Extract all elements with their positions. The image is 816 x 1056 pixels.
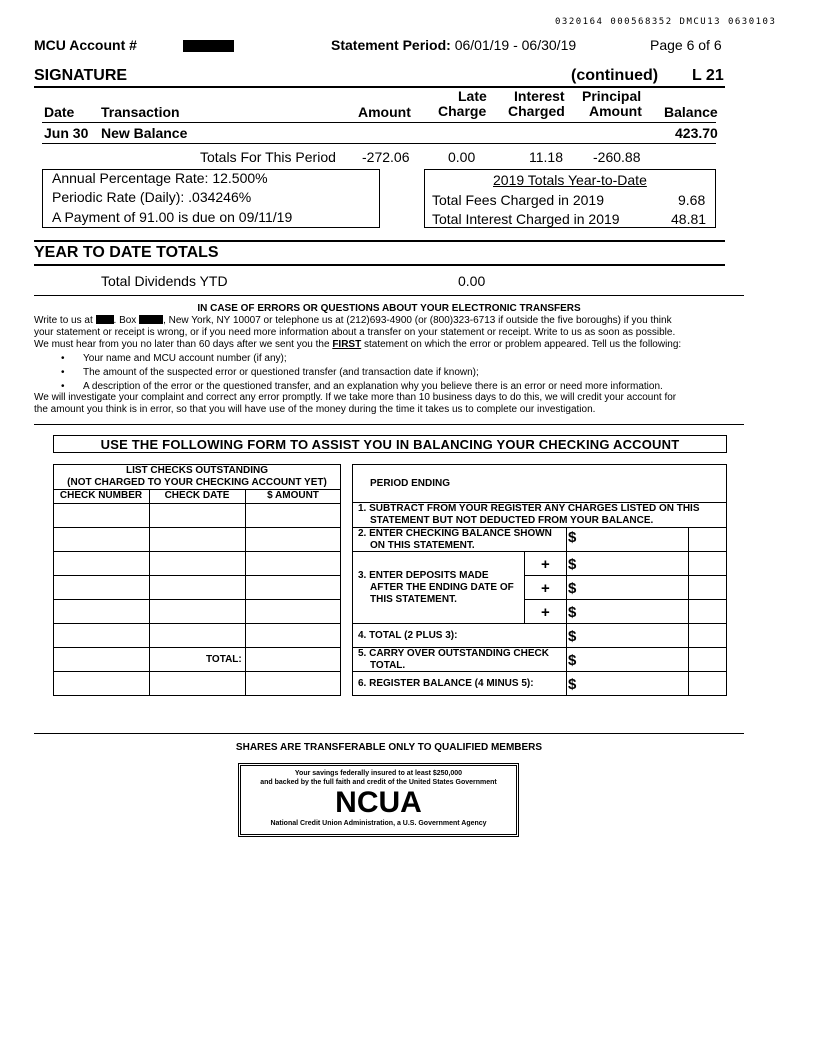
- col-check-amount: $ AMOUNT: [267, 490, 319, 501]
- redacted-box-number: [139, 315, 163, 324]
- col-principal-line1: Principal: [582, 88, 642, 104]
- step1-line1: 1. SUBTRACT FROM YOUR REGISTER ANY CHARGES LISTED ON THIS: [358, 503, 700, 514]
- errors-title: IN CASE OF ERRORS OR QUESTIONS ABOUT YOUR ELECTRONIC TRANSFERS: [197, 303, 581, 314]
- errors-line-4: We will investigate your complaint and correct any error promptly. If we take more than 10 business days to do this, we will credit your account for: [34, 392, 677, 403]
- plus-sign: +: [541, 580, 550, 597]
- errors-write-post: , New York, NY 10007 or telephone us at (212)693-4900 (or (800)323-6713 if outside the five boroughs) if you think: [163, 315, 672, 326]
- totals-interest: 11.18: [529, 149, 563, 165]
- col-amount: Amount: [358, 104, 411, 120]
- col-date: Date: [44, 104, 75, 120]
- row-rule: [42, 143, 716, 144]
- step2-line1: 2. ENTER CHECKING BALANCE SHOWN: [358, 528, 552, 539]
- checks-row-rule: [53, 527, 341, 528]
- footer-rule: [34, 733, 744, 734]
- row-date: Jun 30: [44, 125, 89, 141]
- checks-title-1: LIST CHECKS OUTSTANDING: [125, 465, 269, 476]
- ytd-section-rule-top: [34, 240, 725, 242]
- insured-line-1: Your savings federally insured to at least $250,000: [294, 770, 463, 777]
- errors-line-3-pre: We must hear from you no later than 60 days after we sent you the: [34, 339, 330, 350]
- steps-rule: [352, 671, 727, 672]
- errors-line-1: [34, 315, 672, 327]
- year-to-date-title: YEAR TO DATE TOTALS: [34, 244, 219, 261]
- step5-line2: TOTAL.: [370, 660, 406, 671]
- deposit-col-divider: [524, 551, 525, 623]
- checks-row-rule: [53, 575, 341, 576]
- form-title: USE THE FOLLOWING FORM TO ASSIST YOU IN BALANCING YOUR CHECKING ACCOUNT: [100, 437, 680, 452]
- errors-box: . Box: [113, 315, 137, 326]
- totals-late-charge: 0.00: [448, 149, 476, 165]
- ytd-fees-label: Total Fees Charged in 2019: [432, 192, 604, 208]
- checks-col-divider-2: [245, 489, 246, 696]
- col-transaction: Transaction: [101, 104, 180, 120]
- steps-rule: [352, 551, 727, 552]
- dividends-label: Total Dividends YTD: [101, 273, 228, 289]
- ytd-interest-label: Total Interest Charged in 2019: [432, 211, 620, 227]
- step6-label: 6. REGISTER BALANCE (4 MINUS 5):: [358, 678, 534, 689]
- checks-row-rule: [53, 671, 341, 672]
- errors-bullet-2: • The amount of the suspected error or questioned transfer (and transaction date if known);: [83, 366, 479, 379]
- statement-period-value: 06/01/19 - 06/30/19: [454, 37, 577, 53]
- steps-col-divider: [688, 527, 689, 696]
- errors-first: FIRST: [332, 339, 362, 350]
- ytd-fees-value: 9.68: [678, 192, 706, 208]
- checks-row-rule: [53, 599, 341, 600]
- col-balance: Balance: [664, 104, 718, 120]
- dollar-sign: $: [568, 580, 577, 597]
- col-principal-line2: Amount: [589, 103, 642, 119]
- row-balance: 423.70: [675, 125, 718, 141]
- errors-rule-top: [34, 295, 744, 296]
- statement-period-label: Statement Period:: [331, 37, 451, 53]
- period-ending-label: PERIOD ENDING: [370, 478, 451, 489]
- errors-line-2: your statement or receipt is wrong, or if you need more information about a transfer on your statement or receipt. Write to us as soon as possible.: [34, 327, 676, 338]
- checks-title-2: (NOT CHARGED TO YOUR CHECKING ACCOUNT YET): [67, 477, 327, 488]
- steps-rule: [524, 575, 727, 576]
- step1-line2: STATEMENT BUT NOT DEDUCTED FROM YOUR BALANCE.: [370, 515, 654, 526]
- row-transaction: New Balance: [101, 125, 188, 141]
- step3-line1: 3. ENTER DEPOSITS MADE: [358, 570, 489, 581]
- redacted-address: [96, 315, 114, 324]
- checks-row-rule: [53, 623, 341, 624]
- dollar-sign: $: [568, 652, 577, 669]
- step4-label: 4. TOTAL (2 PLUS 3):: [358, 630, 458, 641]
- errors-rule-bottom: [34, 424, 744, 425]
- step2-line2: ON THIS STATEMENT.: [370, 540, 475, 551]
- section-code: L 21: [692, 67, 724, 84]
- steps-rule: [352, 623, 727, 624]
- plus-sign: +: [541, 604, 550, 621]
- continued-label: (continued): [571, 67, 659, 84]
- ncua-insurance-box: [238, 763, 519, 837]
- ncua-logo: NCUA: [335, 786, 422, 819]
- ytd-title: 2019 Totals Year-to-Date: [493, 172, 647, 188]
- totals-amount: -272.06: [362, 149, 410, 165]
- plus-sign: +: [541, 556, 550, 573]
- dollar-sign: $: [568, 604, 577, 621]
- checks-row-rule: [53, 647, 341, 648]
- totals-label: Totals For This Period: [200, 149, 336, 165]
- step3-line2: AFTER THE ENDING DATE OF: [370, 582, 514, 593]
- ytd-interest-value: 48.81: [671, 211, 707, 227]
- col-check-date: CHECK DATE: [164, 490, 230, 501]
- steps-col-divider: [566, 527, 567, 696]
- col-late-charge-line2: Charge: [438, 103, 487, 119]
- step3-line3: THIS STATEMENT.: [370, 594, 457, 605]
- ncua-agency: National Credit Union Administration, a U.S. Government Agency: [270, 820, 487, 827]
- col-check-number: CHECK NUMBER: [59, 490, 143, 501]
- signature-title: SIGNATURE: [34, 67, 128, 84]
- col-interest-line2: Charged: [508, 103, 565, 119]
- errors-line-3: [34, 339, 681, 351]
- redacted-account-number: [183, 40, 234, 52]
- table-header-rule: [42, 122, 716, 123]
- checks-row-rule: [53, 503, 341, 504]
- col-late-charge-line1: Late: [458, 88, 487, 104]
- periodic-rate-text: Periodic Rate (Daily): .034246%: [52, 189, 252, 205]
- errors-write-pre: Write to us at: [34, 315, 93, 326]
- checks-col-divider-1: [149, 489, 150, 696]
- page-number: Page 6 of 6: [650, 37, 722, 53]
- dollar-sign: $: [568, 529, 577, 546]
- col-interest-line1: Interest: [514, 88, 565, 104]
- ytd-section-rule: [34, 264, 725, 266]
- dollar-sign: $: [568, 676, 577, 693]
- account-label: MCU Account #: [34, 37, 137, 53]
- shares-notice: SHARES ARE TRANSFERABLE ONLY TO QUALIFIED MEMBERS: [235, 742, 543, 753]
- step5-line1: 5. CARRY OVER OUTSTANDING CHECK: [358, 648, 549, 659]
- checks-total-label: TOTAL:: [206, 654, 242, 665]
- dollar-sign: $: [568, 556, 577, 573]
- apr-text: Annual Percentage Rate: 12.500%: [52, 170, 268, 186]
- errors-line-3-post: statement on which the error or problem appeared. Tell us the following:: [363, 339, 682, 350]
- dividends-value: 0.00: [458, 273, 486, 289]
- totals-principal: -260.88: [593, 149, 641, 165]
- dollar-sign: $: [568, 628, 577, 645]
- errors-bullet-3: • A description of the error or the questioned transfer, and an explanation why you believe there is an error or need more information.: [83, 380, 663, 393]
- payment-due-text: A Payment of 91.00 is due on 09/11/19: [52, 209, 293, 225]
- document-id: 0320164 000568352 DMCU13 0630103: [555, 17, 777, 27]
- errors-line-5: the amount you think is in error, so that you will have use of the money during the time it takes us to complete our investigation.: [34, 404, 596, 415]
- statement-period: [331, 37, 576, 53]
- errors-bullet-1: • Your name and MCU account number (if any);: [83, 352, 287, 365]
- steps-rule: [524, 599, 727, 600]
- insured-line-2: and backed by the full faith and credit of the United States Government: [260, 779, 497, 786]
- checks-row-rule: [53, 551, 341, 552]
